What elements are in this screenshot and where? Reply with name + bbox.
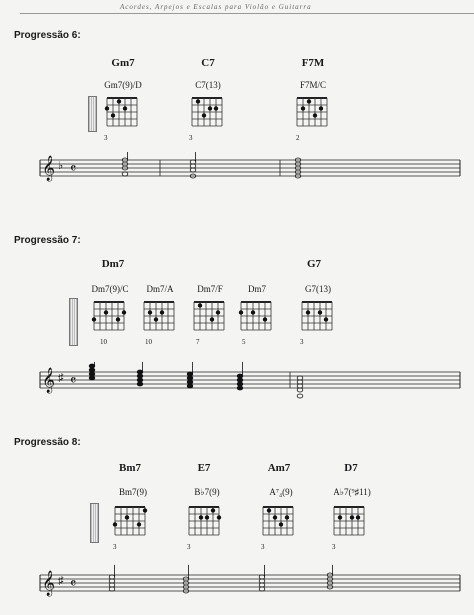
page-header: Acordes, Arpejos e Escalas para Violão e Guitarra [20,0,474,14]
note-head [109,583,115,587]
treble-clef: 𝄞 [42,570,56,595]
note-head [237,386,243,390]
staff-progression-6 [0,152,474,188]
note-head [297,388,303,392]
chord-name-gm7: Gm7 [111,57,135,69]
fret-number: 10 [145,338,152,346]
finger-dot [211,508,215,512]
chord-name-d7: D7 [344,462,358,474]
note-head [187,384,193,388]
voicing-label: Dm7/F [197,284,223,294]
progression-7-title: Progressão 7: [14,235,81,246]
fret-number: 3 [187,543,191,551]
finger-dot [116,317,120,321]
note-head [297,394,303,398]
note-head [187,376,193,380]
bracket-graphic [69,298,78,346]
note-head [137,378,143,382]
chord-diagram-dm7-a [141,298,179,336]
finger-dot [199,515,203,519]
chord-name-c7: C7 [201,57,215,69]
chord-diagram-c7 [189,94,227,132]
note-head [122,172,128,176]
finger-dot [122,310,126,314]
chord-diagram-bm7-9 [112,503,150,541]
key-signature: ♯ [58,575,64,587]
finger-dot [92,317,96,321]
finger-dot [148,310,152,314]
treble-clef: 𝄞 [42,155,56,180]
time-signature: 𝄴 [70,162,77,177]
finger-dot [356,515,360,519]
finger-dot [160,310,164,314]
finger-dot [137,522,141,526]
voicing-label: Bm7(9) [119,487,147,497]
chord-name-dm7: Dm7 [101,258,125,270]
finger-dot [117,99,121,103]
note-head [187,380,193,384]
finger-dot [285,515,289,519]
fret-number: 3 [332,543,336,551]
finger-dot [217,515,221,519]
finger-dot [198,303,202,307]
finger-dot [196,99,200,103]
voicing-label: A⁷₄(9) [269,487,293,497]
voicing-label: G7(13) [305,284,331,294]
finger-dot [208,106,212,110]
voicing-label: Dm7 [248,284,266,294]
finger-dot [350,515,354,519]
chord-name-g7: G7 [306,258,322,270]
finger-dot [113,522,117,526]
fret-number: 7 [196,338,200,346]
note-head [89,364,95,368]
bracket-graphic [90,503,99,543]
finger-dot [319,106,323,110]
voicing-label: Dm7(9)/C [91,284,129,294]
finger-dot [324,317,328,321]
fret-number: 3 [104,134,108,142]
note-head [237,374,243,378]
note-head [297,376,303,380]
note-head [137,374,143,378]
note-head [237,378,243,382]
finger-dot [306,310,310,314]
fret-number: 3 [189,134,193,142]
chord-diagram-bb7-9 [186,503,224,541]
note-head [259,587,265,591]
note-head [89,376,95,380]
key-signature: ♭ [58,160,64,172]
voicing-label: Dm7/A [146,284,174,294]
fret-number: 3 [261,543,265,551]
note-head [190,164,196,168]
note-head [137,370,143,374]
finger-dot [210,317,214,321]
fret-number: 3 [113,543,117,551]
finger-dot [104,310,108,314]
key-signature: ♯ [58,372,64,384]
finger-dot [105,106,109,110]
fret-number: 5 [242,338,246,346]
time-signature: 𝄴 [70,577,77,592]
note-head [259,583,265,587]
fret-number: 2 [296,134,300,142]
finger-dot [202,113,206,117]
note-head [89,368,95,372]
fret-number: 3 [300,338,304,346]
note-head [297,384,303,388]
finger-dot [111,113,115,117]
chord-diagram-g7-13 [299,298,337,336]
finger-dot [338,515,342,519]
voicing-label: C7(13) [195,80,221,90]
finger-dot [125,515,129,519]
chord-diagram-dm7 [238,298,276,336]
finger-dot [273,515,277,519]
note-head [109,579,115,583]
note-head [109,575,115,579]
chord-name-am7: Am7 [267,462,291,474]
finger-dot [214,106,218,110]
finger-dot [263,317,267,321]
finger-dot [301,106,305,110]
finger-dot [143,508,147,512]
finger-dot [279,522,283,526]
time-signature: 𝄴 [70,374,77,389]
finger-dot [267,508,271,512]
treble-clef: 𝄞 [42,367,56,392]
voicing-label: Gm7(9)/D [104,80,142,90]
chord-diagram-ab7-9-s11 [331,503,369,541]
finger-dot [307,99,311,103]
note-head [109,587,115,591]
note-head [187,372,193,376]
chord-diagram-gm7 [104,94,142,132]
note-head [297,380,303,384]
finger-dot [216,310,220,314]
chord-name-e7: E7 [197,462,211,474]
chord-diagram-dm7-f [191,298,229,336]
note-head [259,579,265,583]
voicing-label: B♭7(9) [194,487,220,497]
progression-6-title: Progressão 6: [14,30,81,41]
progression-8-title: Progressão 8: [14,437,81,448]
note-head [137,382,143,386]
note-head [190,168,196,172]
note-head [89,372,95,376]
bracket-graphic [88,96,97,132]
note-head [190,160,196,164]
voicing-label: A♭7(⁹♯11) [333,487,371,497]
finger-dot [123,106,127,110]
finger-dot [251,310,255,314]
finger-dot [313,113,317,117]
chord-name-f7m: F7M [301,57,325,69]
note-head [237,382,243,386]
chord-diagram-dm7-9-c [91,298,129,336]
staff-progression-8 [0,565,474,609]
finger-dot [318,310,322,314]
chord-diagram-f7m [294,94,332,132]
chord-name-bm7: Bm7 [119,462,141,474]
note-head [259,575,265,579]
chord-diagram-a74-9 [260,503,298,541]
staff-progression-7 [0,362,474,406]
fret-number: 10 [100,338,107,346]
finger-dot [239,310,243,314]
voicing-label: F7M/C [299,80,327,90]
finger-dot [154,317,158,321]
finger-dot [205,515,209,519]
